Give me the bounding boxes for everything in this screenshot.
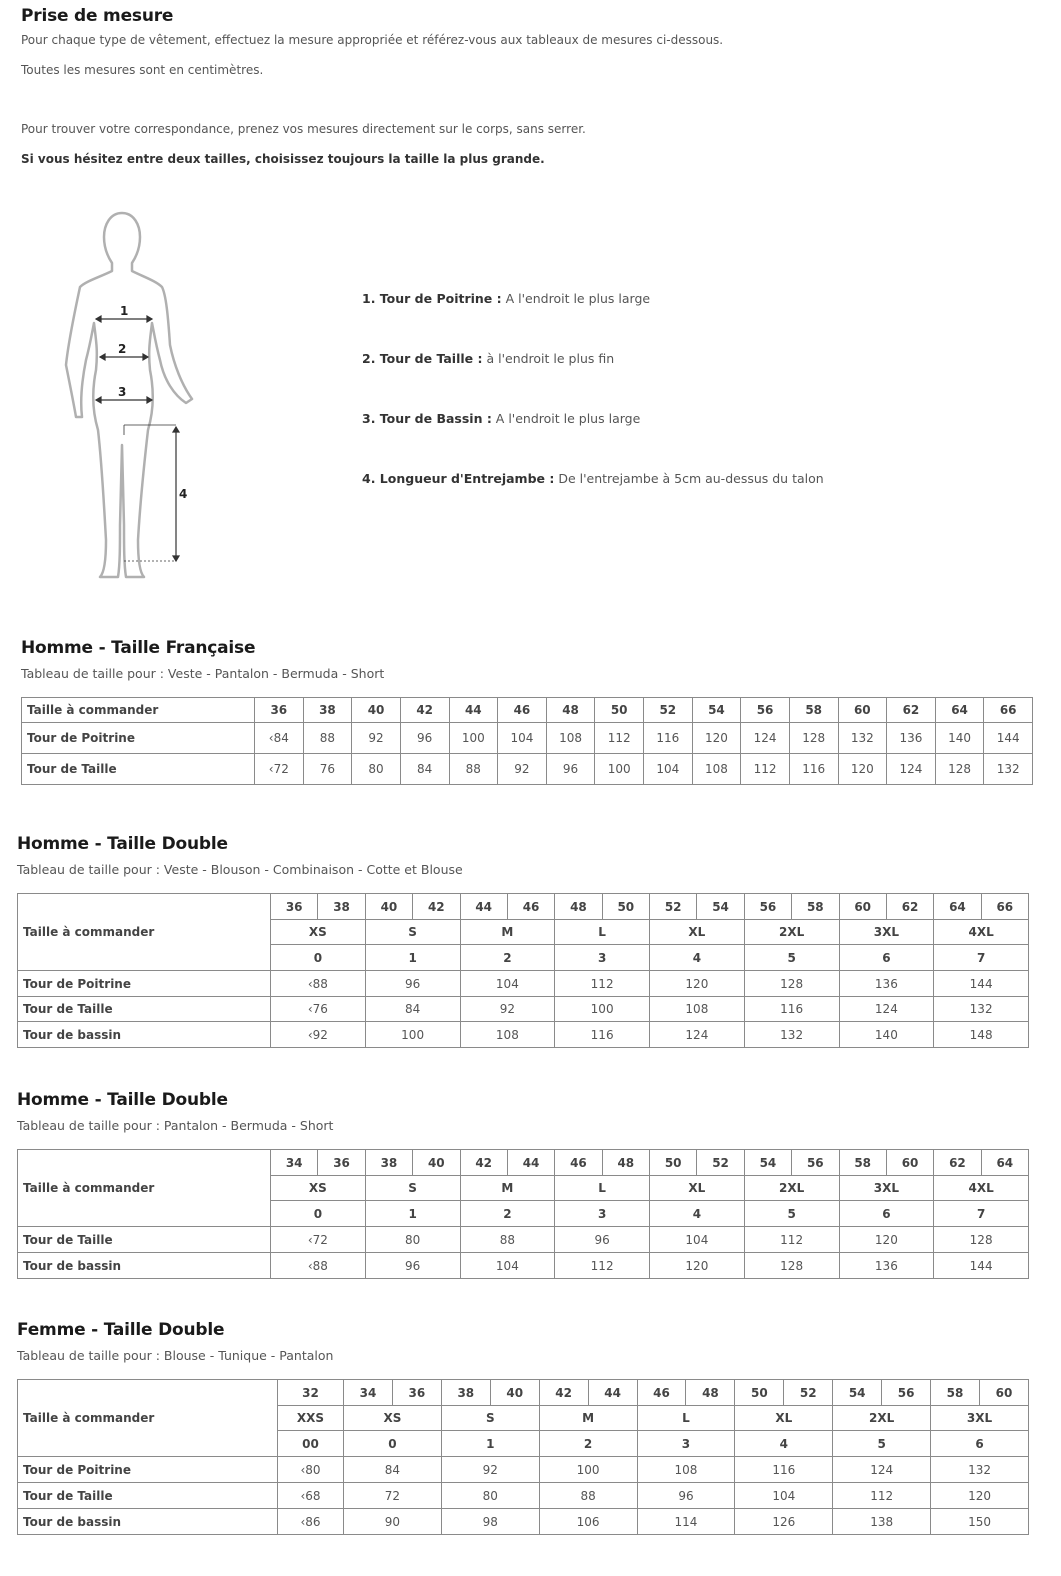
hip-arrow-left <box>96 397 101 403</box>
table3-size: 52 <box>697 1150 744 1176</box>
table4-number: 3 <box>637 1431 735 1457</box>
legend-hip-desc: A l'endroit le plus large <box>491 411 641 426</box>
table3-letter: M <box>460 1176 555 1201</box>
table3-size: 40 <box>413 1150 460 1176</box>
table1-cell: 96 <box>546 754 595 785</box>
table1-size: 52 <box>644 698 693 723</box>
table2-cell: 144 <box>934 971 1029 997</box>
legend-waist <box>362 351 614 366</box>
table3-cell: 104 <box>460 1253 555 1279</box>
table-row <box>18 997 1029 1022</box>
table-row <box>22 723 1033 754</box>
table1-cell: 100 <box>595 754 644 785</box>
table4-number: 2 <box>539 1431 637 1457</box>
table2-size: 52 <box>650 894 697 920</box>
table2-letter: 2XL <box>744 920 839 945</box>
table4-cell: ‹86 <box>278 1509 344 1535</box>
table-row <box>18 894 1029 920</box>
table4-cell: 132 <box>931 1457 1029 1483</box>
table2-cell: 140 <box>839 1022 934 1048</box>
table4-size: 56 <box>882 1380 931 1406</box>
table2-letter: L <box>555 920 650 945</box>
table2-size: 62 <box>886 894 933 920</box>
table2-cell: 124 <box>839 997 934 1022</box>
table2-size: 60 <box>839 894 886 920</box>
table4-cell: 114 <box>637 1509 735 1535</box>
table4-cell: 150 <box>931 1509 1029 1535</box>
table4-number: 5 <box>833 1431 931 1457</box>
table3-size-chart <box>17 1149 1029 1279</box>
table4-size-chart <box>17 1379 1029 1535</box>
table2-number: 1 <box>365 945 460 971</box>
table3-size: 38 <box>365 1150 412 1176</box>
table4-letter: 2XL <box>833 1406 931 1431</box>
table4-cell: 88 <box>539 1483 637 1509</box>
table3-cell: 96 <box>555 1227 650 1253</box>
table1-cell: ‹72 <box>255 754 304 785</box>
table3-number: 4 <box>650 1201 745 1227</box>
table2-subtitle: Tableau de taille pour : Veste - Blouson - Combinaison - Cotte et Blouse <box>17 862 463 877</box>
table4-cell: 108 <box>637 1457 735 1483</box>
table3-size: 50 <box>650 1150 697 1176</box>
table4-row-label: Tour de Poitrine <box>18 1457 278 1483</box>
table4-cell: 90 <box>344 1509 442 1535</box>
table1-size: 60 <box>838 698 887 723</box>
table3-cell: 112 <box>744 1227 839 1253</box>
table3-row-label: Tour de bassin <box>18 1253 271 1279</box>
table4-header-label: Taille à commander <box>18 1380 278 1457</box>
table2-letter: 4XL <box>934 920 1029 945</box>
table3-cell: 120 <box>839 1227 934 1253</box>
table2-size: 50 <box>602 894 649 920</box>
table-row <box>18 1150 1029 1176</box>
table1-size: 36 <box>255 698 304 723</box>
table1-cell: 128 <box>935 754 984 785</box>
table4-letter: XL <box>735 1406 833 1431</box>
table3-number: 0 <box>271 1201 366 1227</box>
table4-size: 42 <box>539 1380 588 1406</box>
table1-cell: 128 <box>789 723 838 754</box>
legend-chest-term: 1. Tour de Poitrine : <box>362 291 502 306</box>
legend-hip <box>362 411 640 426</box>
table4-size: 52 <box>784 1380 833 1406</box>
table4-cell: 80 <box>441 1483 539 1509</box>
table3-size: 62 <box>934 1150 981 1176</box>
table2-cell: 100 <box>365 1022 460 1048</box>
table3-letter: XL <box>650 1176 745 1201</box>
table3-size: 36 <box>318 1150 365 1176</box>
intro-line-4: Si vous hésitez entre deux tailles, choisissez toujours la taille la plus grande. <box>21 152 545 166</box>
table4-size: 60 <box>979 1380 1028 1406</box>
table1-subtitle: Tableau de taille pour : Veste - Pantalon - Bermuda - Short <box>21 666 385 681</box>
table1-row-label: Tour de Taille <box>22 754 255 785</box>
legend-inseam-desc: De l'entrejambe à 5cm au-dessus du talon <box>554 471 824 486</box>
table2-size: 54 <box>697 894 744 920</box>
table-row <box>18 1227 1029 1253</box>
table2-size: 40 <box>365 894 412 920</box>
table3-size: 46 <box>555 1150 602 1176</box>
table1-cell: 100 <box>449 723 498 754</box>
table1-cell: 116 <box>789 754 838 785</box>
table1-cell: 104 <box>644 754 693 785</box>
table4-size: 36 <box>392 1380 441 1406</box>
table1-size: 44 <box>449 698 498 723</box>
table3-header-label: Taille à commander <box>18 1150 271 1227</box>
table1-cell: 108 <box>546 723 595 754</box>
table4-cell: 84 <box>344 1457 442 1483</box>
table4-size: 44 <box>588 1380 637 1406</box>
table3-cell: 96 <box>365 1253 460 1279</box>
table4-letter: XS <box>344 1406 442 1431</box>
table1-cell: 140 <box>935 723 984 754</box>
table2-cell: 104 <box>460 971 555 997</box>
table2-cell: 92 <box>460 997 555 1022</box>
legend-hip-term: 3. Tour de Bassin : <box>362 411 492 426</box>
table4-row-label: Tour de bassin <box>18 1509 278 1535</box>
figure-label-1: 1 <box>120 304 129 318</box>
table1-size: 66 <box>984 698 1033 723</box>
table3-letter: 2XL <box>744 1176 839 1201</box>
table4-number: 4 <box>735 1431 833 1457</box>
table3-cell: 144 <box>934 1253 1029 1279</box>
table3-cell: 136 <box>839 1253 934 1279</box>
table4-row-label: Tour de Taille <box>18 1483 278 1509</box>
table2-number: 3 <box>555 945 650 971</box>
table4-cell: 92 <box>441 1457 539 1483</box>
table1-cell: 116 <box>644 723 693 754</box>
table2-cell: 96 <box>365 971 460 997</box>
waist-arrow-left <box>100 354 105 360</box>
table3-number: 7 <box>934 1201 1029 1227</box>
table2-cell: 120 <box>650 971 745 997</box>
table3-number: 3 <box>555 1201 650 1227</box>
table4-letter: M <box>539 1406 637 1431</box>
table2-cell: 132 <box>934 997 1029 1022</box>
table1-cell: 88 <box>449 754 498 785</box>
legend-waist-desc: à l'endroit le plus fin <box>482 351 615 366</box>
table2-cell: 148 <box>934 1022 1029 1048</box>
table2-size: 64 <box>934 894 981 920</box>
table1-cell: 80 <box>352 754 401 785</box>
table4-number: 6 <box>931 1431 1029 1457</box>
table2-number: 7 <box>934 945 1029 971</box>
table1-size-chart <box>21 697 1033 785</box>
table2-cell: 136 <box>839 971 934 997</box>
table1-cell: ‹84 <box>255 723 304 754</box>
table2-cell: 84 <box>365 997 460 1022</box>
table3-letter: 4XL <box>934 1176 1029 1201</box>
table1-cell: 92 <box>498 754 547 785</box>
body-measurement-figure <box>60 205 210 585</box>
table1-cell: 132 <box>838 723 887 754</box>
table4-size: 34 <box>344 1380 393 1406</box>
intro-line-2: Toutes les mesures sont en centimètres. <box>21 63 264 77</box>
intro-line-1: Pour chaque type de vêtement, effectuez la mesure appropriée et référez-vous aux tableaux de mesures ci-dessous. <box>21 33 724 47</box>
table2-size: 38 <box>318 894 365 920</box>
table3-size: 48 <box>602 1150 649 1176</box>
table1-size: 42 <box>400 698 449 723</box>
table-row <box>18 1253 1029 1279</box>
table1-cell: 112 <box>741 754 790 785</box>
table4-size: 46 <box>637 1380 686 1406</box>
table3-cell: 88 <box>460 1227 555 1253</box>
figure-label-2: 2 <box>118 342 127 356</box>
table4-cell: 98 <box>441 1509 539 1535</box>
table1-cell: 124 <box>887 754 936 785</box>
table3-cell: ‹72 <box>271 1227 366 1253</box>
table3-cell: 120 <box>650 1253 745 1279</box>
table2-row-label: Tour de Poitrine <box>18 971 271 997</box>
table3-cell: 104 <box>650 1227 745 1253</box>
table4-size: 32 <box>278 1380 344 1406</box>
table2-header-label: Taille à commander <box>18 894 271 971</box>
table2-letter: XL <box>650 920 745 945</box>
table-row <box>18 971 1029 997</box>
table2-cell: 108 <box>460 1022 555 1048</box>
table1-row-label: Tour de Poitrine <box>22 723 255 754</box>
table4-size: 50 <box>735 1380 784 1406</box>
table2-cell: 124 <box>650 1022 745 1048</box>
table3-cell: 80 <box>365 1227 460 1253</box>
table1-size: 40 <box>352 698 401 723</box>
table4-cell: 112 <box>833 1483 931 1509</box>
table2-size: 56 <box>744 894 791 920</box>
table1-size: 54 <box>692 698 741 723</box>
table2-number: 6 <box>839 945 934 971</box>
table4-cell: ‹68 <box>278 1483 344 1509</box>
table2-cell: 116 <box>555 1022 650 1048</box>
table1-cell: 104 <box>498 723 547 754</box>
table2-letter: S <box>365 920 460 945</box>
waist-arrow-right <box>143 354 148 360</box>
chest-arrow-left <box>96 316 101 322</box>
table4-size: 38 <box>441 1380 490 1406</box>
table3-number: 2 <box>460 1201 555 1227</box>
table3-size: 42 <box>460 1150 507 1176</box>
table3-letter: 3XL <box>839 1176 934 1201</box>
table1-size: 38 <box>303 698 352 723</box>
page-title: Prise de mesure <box>21 6 174 26</box>
table3-number: 6 <box>839 1201 934 1227</box>
table3-size: 64 <box>981 1150 1028 1176</box>
legend-chest <box>362 291 650 306</box>
table2-letter: XS <box>271 920 366 945</box>
table4-subtitle: Tableau de taille pour : Blouse - Tunique - Pantalon <box>17 1348 334 1363</box>
table1-size: 50 <box>595 698 644 723</box>
table3-cell: 128 <box>744 1253 839 1279</box>
hip-arrow-right <box>147 397 152 403</box>
table2-number: 4 <box>650 945 745 971</box>
table-row <box>18 1509 1029 1535</box>
table2-number: 2 <box>460 945 555 971</box>
table3-size: 34 <box>271 1150 318 1176</box>
table-row <box>22 754 1033 785</box>
table-row <box>18 1457 1029 1483</box>
table1-cell: 120 <box>838 754 887 785</box>
table2-size: 46 <box>507 894 554 920</box>
table3-title: Homme - Taille Double <box>17 1090 228 1110</box>
table4-cell: 138 <box>833 1509 931 1535</box>
table-row <box>22 698 1033 723</box>
table1-cell: 84 <box>400 754 449 785</box>
table2-size: 36 <box>271 894 318 920</box>
table1-cell: 132 <box>984 754 1033 785</box>
table2-cell: 116 <box>744 997 839 1022</box>
table1-cell: 88 <box>303 723 352 754</box>
table4-cell: 104 <box>735 1483 833 1509</box>
table3-size: 56 <box>792 1150 839 1176</box>
table2-size: 58 <box>792 894 839 920</box>
table2-cell: 100 <box>555 997 650 1022</box>
table1-cell: 96 <box>400 723 449 754</box>
table3-subtitle: Tableau de taille pour : Pantalon - Bermuda - Short <box>17 1118 334 1133</box>
table2-cell: 132 <box>744 1022 839 1048</box>
table2-size: 44 <box>460 894 507 920</box>
table3-size: 60 <box>886 1150 933 1176</box>
table3-size: 58 <box>839 1150 886 1176</box>
table1-size: 48 <box>546 698 595 723</box>
table2-number: 5 <box>744 945 839 971</box>
table3-cell: 128 <box>934 1227 1029 1253</box>
table3-size: 54 <box>744 1150 791 1176</box>
table1-size: 56 <box>741 698 790 723</box>
legend-chest-desc: A l'endroit le plus large <box>501 291 651 306</box>
table2-size: 42 <box>413 894 460 920</box>
legend-waist-term: 2. Tour de Taille : <box>362 351 483 366</box>
table3-row-label: Tour de Taille <box>18 1227 271 1253</box>
table1-size: 62 <box>887 698 936 723</box>
table4-size: 58 <box>931 1380 980 1406</box>
table4-number: 0 <box>344 1431 442 1457</box>
table3-number: 1 <box>365 1201 460 1227</box>
table2-cell: ‹76 <box>271 997 366 1022</box>
table1-cell: 112 <box>595 723 644 754</box>
figure-label-3: 3 <box>118 385 127 399</box>
table2-cell: ‹92 <box>271 1022 366 1048</box>
table2-cell: 108 <box>650 997 745 1022</box>
table4-cell: 106 <box>539 1509 637 1535</box>
table2-title: Homme - Taille Double <box>17 834 228 854</box>
figure-label-4: 4 <box>179 487 188 501</box>
table1-size: 46 <box>498 698 547 723</box>
table3-size: 44 <box>507 1150 554 1176</box>
table1-size: 64 <box>935 698 984 723</box>
table2-row-label: Tour de bassin <box>18 1022 271 1048</box>
table4-cell: 100 <box>539 1457 637 1483</box>
table4-cell: 96 <box>637 1483 735 1509</box>
table4-letter: XXS <box>278 1406 344 1431</box>
table4-size: 40 <box>490 1380 539 1406</box>
table4-title: Femme - Taille Double <box>17 1320 225 1340</box>
table2-cell: 112 <box>555 971 650 997</box>
table3-letter: L <box>555 1176 650 1201</box>
table2-letter: 3XL <box>839 920 934 945</box>
table4-number: 00 <box>278 1431 344 1457</box>
inseam-arrow-bottom <box>173 556 179 561</box>
table3-cell: ‹88 <box>271 1253 366 1279</box>
table4-cell: 120 <box>931 1483 1029 1509</box>
table2-number: 0 <box>271 945 366 971</box>
table2-size: 66 <box>981 894 1028 920</box>
table1-cell: 76 <box>303 754 352 785</box>
table1-cell: 144 <box>984 723 1033 754</box>
table1-cell: 136 <box>887 723 936 754</box>
table2-cell: ‹88 <box>271 971 366 997</box>
table2-cell: 128 <box>744 971 839 997</box>
table2-letter: M <box>460 920 555 945</box>
table4-letter: S <box>441 1406 539 1431</box>
table4-letter: L <box>637 1406 735 1431</box>
body-silhouette <box>66 213 192 577</box>
table2-row-label: Tour de Taille <box>18 997 271 1022</box>
inseam-arrow-top <box>173 427 179 432</box>
table4-cell: 72 <box>344 1483 442 1509</box>
table1-cell: 92 <box>352 723 401 754</box>
table3-number: 5 <box>744 1201 839 1227</box>
table1-title: Homme - Taille Française <box>21 638 256 658</box>
table1-header-label: Taille à commander <box>22 698 255 723</box>
table3-letter: S <box>365 1176 460 1201</box>
table1-cell: 120 <box>692 723 741 754</box>
body-outline <box>66 213 192 577</box>
table4-size: 54 <box>833 1380 882 1406</box>
table1-cell: 108 <box>692 754 741 785</box>
table-row <box>18 1380 1029 1406</box>
table2-size-chart <box>17 893 1029 1048</box>
table4-cell: 116 <box>735 1457 833 1483</box>
table1-size: 58 <box>789 698 838 723</box>
table-row <box>18 1022 1029 1048</box>
chest-arrow-right <box>147 316 152 322</box>
table3-letter: XS <box>271 1176 366 1201</box>
legend-inseam <box>362 471 824 486</box>
table4-size: 48 <box>686 1380 735 1406</box>
table4-cell: 126 <box>735 1509 833 1535</box>
legend-inseam-term: 4. Longueur d'Entrejambe : <box>362 471 555 486</box>
table4-letter: 3XL <box>931 1406 1029 1431</box>
table2-size: 48 <box>555 894 602 920</box>
table1-cell: 124 <box>741 723 790 754</box>
table3-cell: 112 <box>555 1253 650 1279</box>
intro-line-3: Pour trouver votre correspondance, prenez vos mesures directement sur le corps, sans serrer. <box>21 122 586 136</box>
table4-number: 1 <box>441 1431 539 1457</box>
table-row <box>18 1483 1029 1509</box>
table4-cell: 124 <box>833 1457 931 1483</box>
table4-cell: ‹80 <box>278 1457 344 1483</box>
